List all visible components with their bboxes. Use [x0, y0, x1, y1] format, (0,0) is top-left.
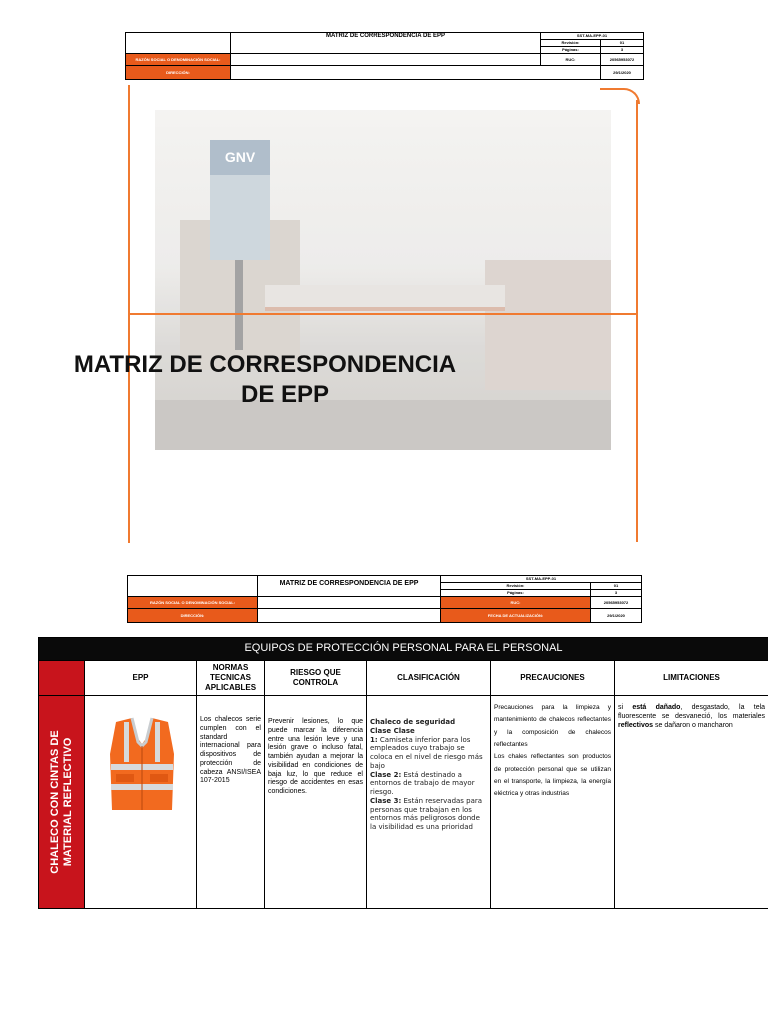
clasificacion-cell [367, 696, 491, 909]
sign-text: GNV [210, 140, 270, 175]
razon-social-label-2: RAZÓN SOCIAL O DENOMINACIÓN SOCIAL: [128, 597, 258, 609]
fecha-value-2: 29/1/2020 [591, 609, 642, 623]
frame-line-middle [128, 313, 638, 315]
col-normas: NORMAS TECNICAS APLICABLES [197, 661, 265, 696]
revision-label: Revisión: [541, 40, 601, 47]
side-label-line1: CHALECO CON CINTAS DE [48, 730, 61, 874]
lim-c: , desgastado, la tela fluorescente se desvaneció, los materiales [618, 704, 766, 720]
precauciones-cell [491, 696, 615, 909]
table-band-title: EQUIPOS DE PROTECCIÓN PERSONAL PARA EL PERSONAL [39, 638, 768, 661]
revision-value-2: 01 [591, 583, 642, 590]
ruc-label-2: RUC: [441, 597, 591, 609]
col-limitaciones: LIMITACIONES [615, 661, 768, 696]
lim-a: si [618, 704, 633, 711]
clas-title2: Clase Clase [370, 726, 415, 735]
building-right [485, 260, 611, 390]
col-clasificacion: CLASIFICACIÓN [367, 661, 491, 696]
clas-c3-text: Están reservadas para personas que trabajan en los entornos más peligrosos donde la visibilidad es una prioridad [370, 796, 483, 831]
lim-b: está dañado [632, 704, 681, 711]
pages-value: 3 [601, 47, 644, 54]
station-sign [210, 140, 270, 260]
doc-header-top [125, 32, 643, 80]
limitaciones-cell [615, 696, 768, 909]
clas-c1-label: 1: [370, 735, 378, 744]
fecha-label-2: FECHA DE ACTUALIZACIÓN: [441, 609, 591, 623]
normas-cell: Los chalecos serie cumplen con el standard internacional para dispositivos de protección de cabeza ANSI/ISEA 107-2015 [197, 696, 265, 909]
header-code: SST-MA-EPP-01 [541, 33, 644, 40]
clas-c2-label: Clase 2: [370, 770, 402, 779]
razon-social-label: RAZÓN SOCIAL O DENOMINACIÓN SOCIAL: [126, 54, 231, 66]
direccion-label: DIRECCIÓN: [126, 66, 231, 80]
prec-p1: Precauciones para la limpieza y mantenimiento de chalecos reflectantes y la composición de chalecos reflectantes [494, 704, 611, 749]
doc-header-second [127, 575, 641, 623]
ruc-value-2: 20565953072 [591, 597, 642, 609]
ruc-label: RUC: [541, 54, 601, 66]
logo-cell [126, 33, 231, 54]
side-label-line2: MATERIAL REFLECTIVO [61, 737, 74, 867]
lim-d: reflectivos [618, 721, 654, 729]
col-epp: EPP [85, 661, 197, 696]
frame-line-right [636, 100, 638, 542]
side-header-cell [39, 661, 85, 696]
prec-p2: Los chales reflectantes son productos de protección personal que se utilizan en el transporte, la limpieza, la energía eléctrica y otras industrias [494, 753, 611, 798]
col-riesgo: RIESGO QUE CONTROLA [265, 661, 367, 696]
header-title: MATRIZ DE CORRESPONDENCIA DE EPP [231, 33, 541, 54]
clas-c1-text: Camiseta inferior para los empleados cuyo trabajo se coloca en el nivel de riesgo más bajo [370, 735, 483, 770]
logo-cell-2 [128, 576, 258, 597]
lim-e: se dañaron o mancharon [653, 721, 733, 729]
clas-c3-label: Clase 3: [370, 796, 402, 805]
razon-social-value-2 [258, 597, 441, 609]
header-title-2: MATRIZ DE CORRESPONDENCIA DE EPP [258, 576, 441, 597]
razon-social-value [231, 54, 541, 66]
clas-title1: Chaleco de seguridad [370, 718, 456, 726]
fecha-value: 29/1/2020 [601, 66, 644, 80]
station-canopy [265, 285, 505, 311]
vest-icon [102, 714, 182, 814]
pages-label: Páginas: [541, 47, 601, 54]
riesgo-cell: Prevenir lesiones, lo que puede marcar la diferencia entre una lesión leve y una lesión grave o incluso fatal, también ayudan a mejorar la visibilidad en condiciones de baja luz, lo que reduce el riesgo de accidentes en esas condiciones. [265, 696, 367, 909]
direccion-value [231, 66, 601, 80]
side-label [49, 730, 75, 873]
epp-table [38, 637, 768, 909]
pages-value-2: 3 [591, 590, 642, 597]
ruc-value: 20565953072 [601, 54, 644, 66]
cover-title-line1: MATRIZ DE CORRESPONDENCIA [73, 351, 457, 378]
side-label-cell [39, 696, 85, 909]
header-code-2: SST-MA-EPP-01 [441, 576, 642, 583]
col-precauciones: PRECAUCIONES [491, 661, 615, 696]
direccion-label-2: DIRECCIÓN: [128, 609, 258, 623]
sign-pole [235, 260, 243, 350]
cover-title [40, 350, 490, 410]
revision-label-2: Revisión: [441, 583, 591, 590]
pages-label-2: Páginas: [441, 590, 591, 597]
frame-curve-right [600, 88, 640, 104]
cover-title-line2: DE EPP [240, 381, 330, 408]
clas-c2-text: Está destinado a entornos de trabajo de mayor riesgo. [370, 770, 475, 796]
revision-value: 01 [601, 40, 644, 47]
direccion-value-2 [258, 609, 441, 623]
epp-image-cell [85, 696, 197, 909]
